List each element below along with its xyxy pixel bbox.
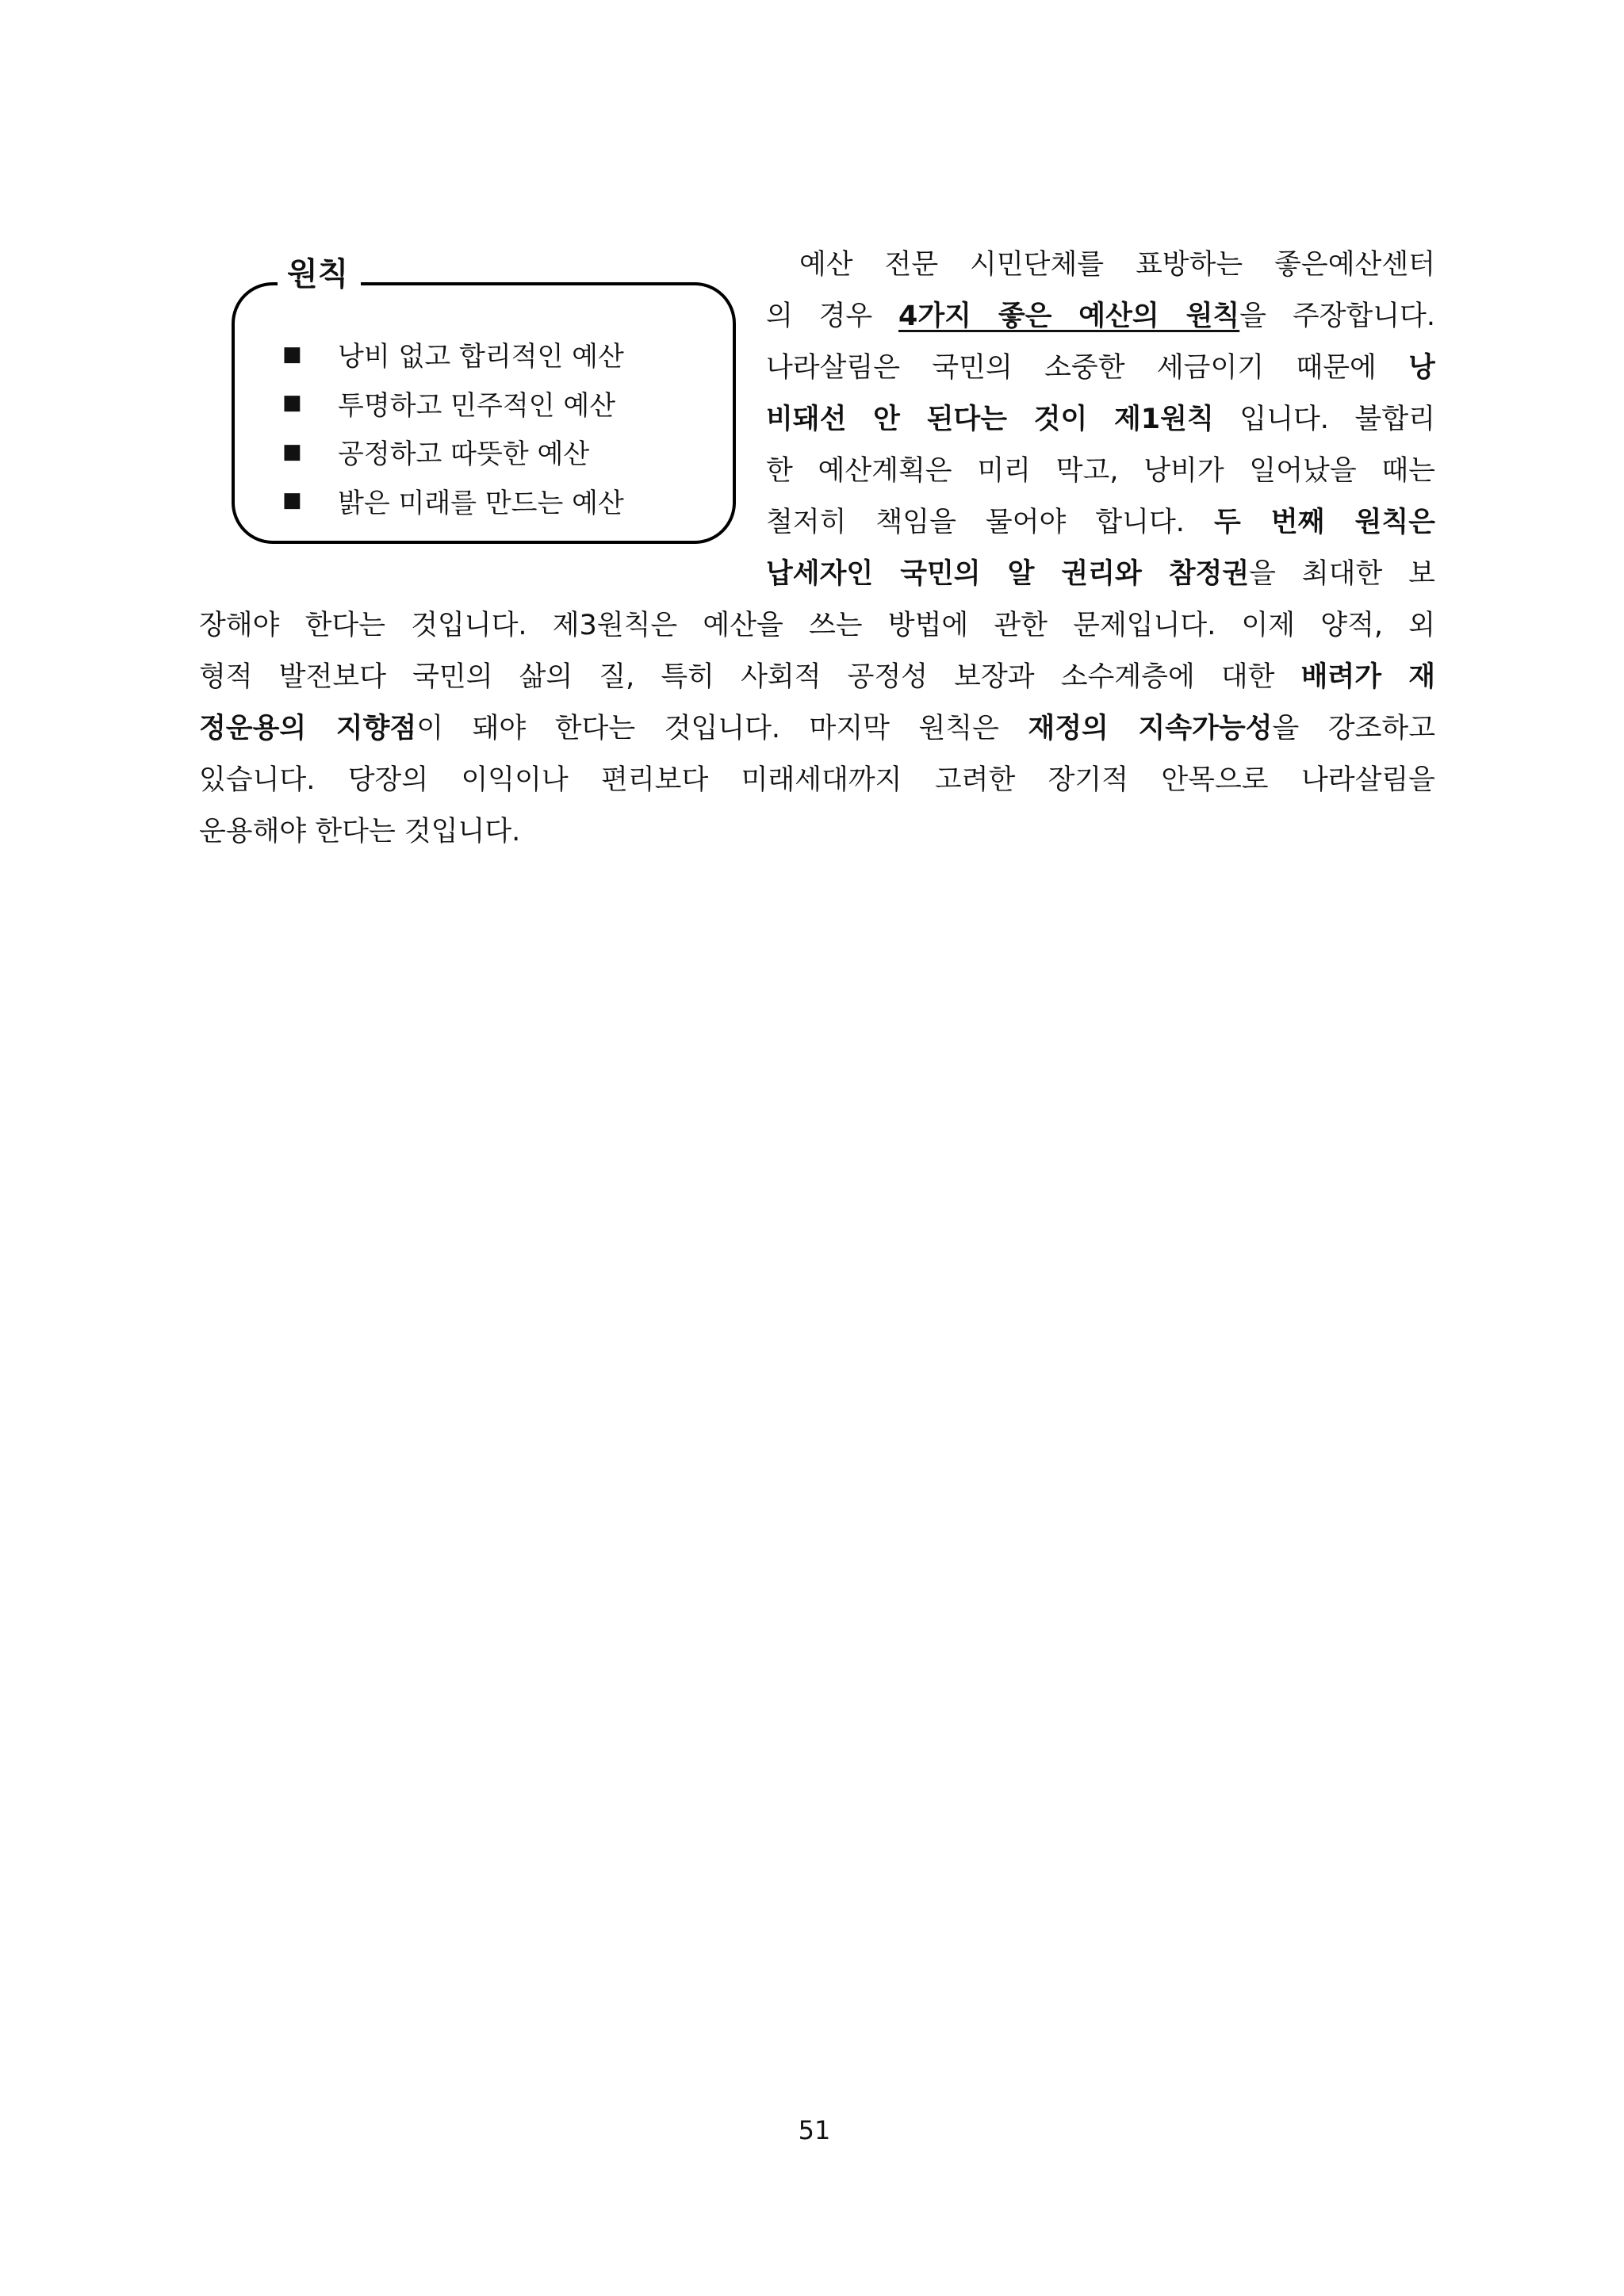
paragraph-line (766, 342, 1435, 394)
square-bullet-icon: ■ (282, 488, 302, 513)
emphasized-text: 재정의 지속가능성 (1028, 713, 1273, 744)
text-run: 을 강조하고 (1272, 713, 1435, 744)
principle-item (282, 330, 710, 379)
emphasized-text: 두 번째 원칙은 (1213, 507, 1435, 538)
paragraph-line (199, 652, 1435, 703)
principle-item (282, 427, 710, 476)
square-bullet-icon: ■ (282, 439, 302, 464)
text-run: 의 경우 (766, 300, 899, 332)
paragraph-line (199, 600, 1435, 652)
text-run: 있습니다. 당장의 이익이나 편리보다 미래세대까지 고려한 장기적 안목으로 나라살림을 (199, 764, 1435, 796)
text-run: 나라살림은 국민의 소중한 세금이기 때문에 (766, 352, 1409, 384)
principle-item-text: 밝은 미래를 만드는 예산 (338, 487, 624, 519)
emphasized-text: 납세자인 국민의 알 권리와 참정권 (766, 558, 1250, 590)
principles-box-title: 원칙 (278, 252, 361, 297)
paragraph-line (766, 291, 1435, 342)
emphasized-text: 비돼선 안 된다는 것이 제1원칙 (766, 404, 1214, 435)
body-paragraph-wrapped (766, 239, 1435, 600)
emphasized-text: 낭 (1408, 352, 1435, 384)
paragraph-line (766, 446, 1435, 497)
principle-item-text: 낭비 없고 합리적인 예산 (338, 341, 624, 373)
principle-item (282, 476, 710, 526)
text-run: 장해야 한다는 것입니다. 제3원칙은 예산을 쓰는 방법에 관한 문제입니다. 이제 양적, 외 (199, 610, 1435, 641)
paragraph-line (766, 549, 1435, 600)
paragraph-line (199, 703, 1435, 755)
paragraph-line (199, 755, 1435, 806)
text-run: 이 돼야 한다는 것입니다. 마지막 원칙은 (416, 713, 1028, 744)
square-bullet-icon: ■ (282, 342, 302, 366)
text-run: 예산 전문 시민단체를 표방하는 좋은예산센터 (799, 249, 1435, 281)
principle-item (282, 379, 710, 428)
principle-item-text: 투명하고 민주적인 예산 (338, 389, 616, 422)
text-run: 한 예산계획은 미리 막고, 낭비가 일어났을 때는 (766, 455, 1435, 487)
body-paragraph-full-width (199, 600, 1435, 858)
paragraph-line (766, 239, 1435, 291)
square-bullet-icon: ■ (282, 391, 302, 415)
text-run: 철저히 책임을 물어야 합니다. (766, 507, 1214, 538)
paragraph-line (766, 497, 1435, 549)
emphasized-text: 정운용의 지향점 (199, 713, 417, 744)
paragraph-line (766, 394, 1435, 446)
emphasized-text: 배려가 재 (1300, 661, 1435, 693)
text-run: 을 최대한 보 (1249, 558, 1435, 590)
text-run: 형적 발전보다 국민의 삶의 질, 특히 사회적 공정성 보장과 소수계층에 대한 (199, 661, 1301, 693)
text-run: 을 주장합니다. (1239, 300, 1435, 332)
paragraph-line (199, 806, 1435, 858)
principles-list (282, 330, 710, 525)
principle-item-text: 공정하고 따뜻한 예산 (338, 438, 590, 471)
text-run: 입니다. 불합리 (1213, 404, 1435, 435)
text-run: 운용해야 한다는 것입니다. (199, 816, 521, 848)
emphasized-text: 4가지 좋은 예산의 원칙 (898, 300, 1240, 332)
page-number: 51 (798, 2115, 831, 2145)
